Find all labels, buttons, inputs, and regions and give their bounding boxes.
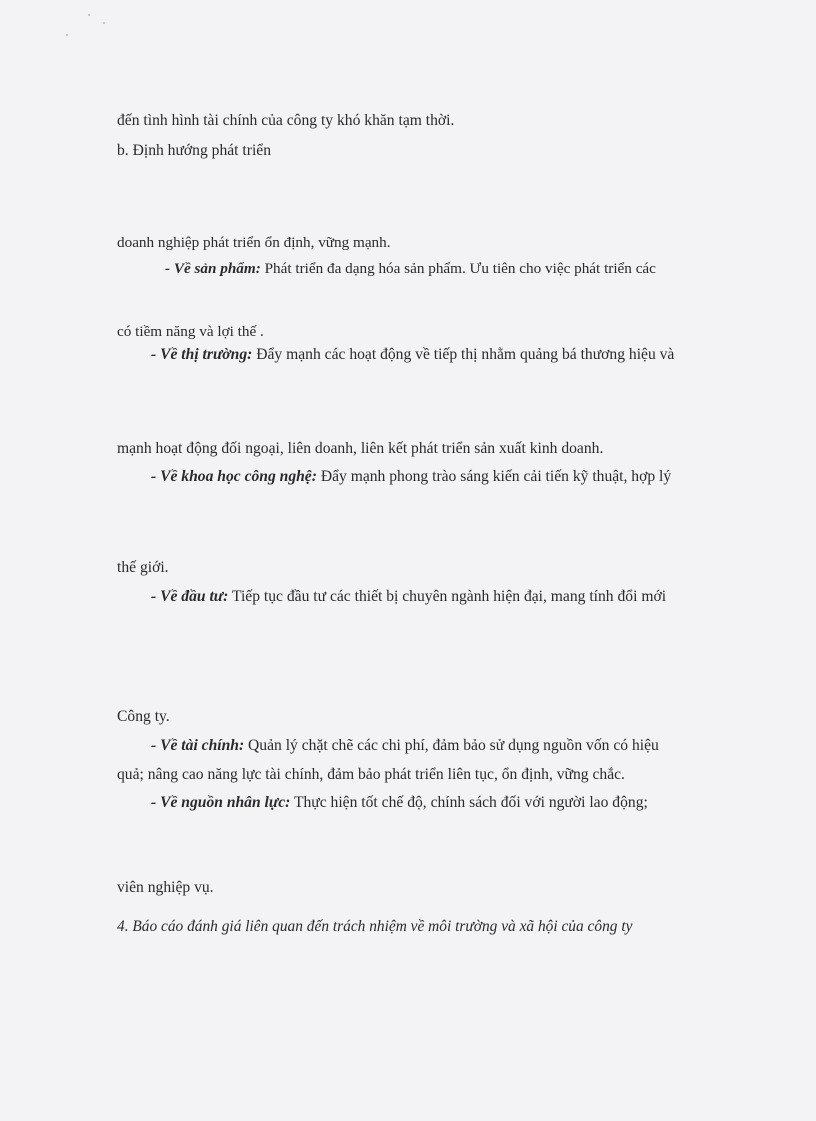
san-pham-line: có tiềm năng và lợi thế . [117,323,264,340]
tai-chinh-paragraph [151,737,659,755]
tai-chinh-label: - Về tài chính: [151,737,245,754]
khoa-hoc-first: Đẩy mạnh phong trào sáng kiến cải tiến kỹ thuật, hợp lý [320,468,672,485]
section-b-heading: b. Định hướng phát triển [117,142,271,159]
khoa-hoc-line: thế giới. [117,559,169,576]
nhan-luc-line: viên nghiệp vụ. [117,879,214,896]
thi-truong-first: Đẩy mạnh các hoạt động về tiếp thị nhằm quảng bá thương hiệu và [256,346,675,363]
scan-speck [88,14,90,16]
section-b-line: doanh nghiệp phát triển ổn định, vững mạnh. [117,234,391,251]
nhan-luc-label: - Về nguồn nhân lực: [151,794,291,811]
san-pham-first: Phát triển đa dạng hóa sản phẩm. Ưu tiên cho việc phát triển các [264,260,656,277]
thi-truong-paragraph [151,346,674,364]
thi-truong-line: mạnh hoạt động đối ngoại, liên doanh, liên kết phát triển sản xuất kinh doanh. [117,440,604,457]
khoa-hoc-label: - Về khoa học công nghệ: [151,468,317,485]
dau-tu-paragraph [151,588,666,606]
section-4-heading: 4. Báo cáo đánh giá liên quan đến trách nhiệm về môi trường và xã hội của công ty [117,918,633,935]
scan-speck [103,22,105,24]
dau-tu-first: Tiếp tục đầu tư các thiết bị chuyên ngành hiện đại, mang tính đổi mới [231,588,667,605]
tai-chinh-line: quả; nâng cao năng lực tài chính, đảm bảo phát triển liên tục, ổn định, vững chắc. [117,766,625,783]
scan-speck [66,34,68,36]
nhan-luc-paragraph [151,794,648,812]
khoa-hoc-paragraph [151,468,671,486]
intro-line-2: đến tình hình tài chính của công ty khó khăn tạm thời. [117,112,455,129]
thi-truong-label: - Về thị trường: [151,346,253,363]
dau-tu-line: Công ty. [117,708,170,725]
san-pham-label: - Về sản phẩm: [165,260,261,277]
tai-chinh-first: Quản lý chặt chẽ các chi phí, đảm bảo sử dụng nguồn vốn có hiệu [248,737,659,754]
san-pham-paragraph [165,260,739,278]
nhan-luc-first: Thực hiện tốt chế độ, chính sách đối với người lao động; [293,794,648,811]
dau-tu-label: - Về đầu tư: [151,588,229,605]
